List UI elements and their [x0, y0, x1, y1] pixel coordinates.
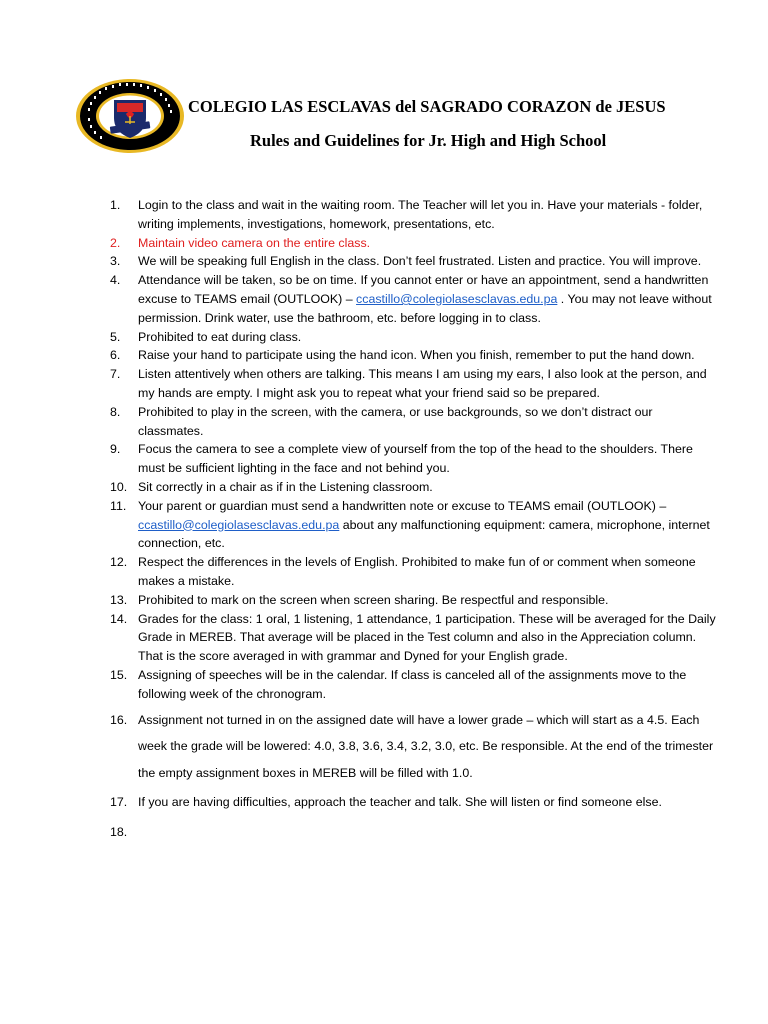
- rule-text: Listen attentively when others are talking. This means I am using my ears, I also look at the person, and my hands are empty. I might ask you to repeat what your friend said so be prepared.: [138, 367, 707, 400]
- rule-text: Your parent or guardian must send a handwritten note or excuse to TEAMS email (OUTLOOK) –: [138, 498, 667, 513]
- rule-item-9: [0, 440, 768, 478]
- rule-number: 1.: [110, 198, 121, 212]
- rule-text: Assigning of speeches will be in the calendar. If class is canceled all of the assignments move to the following week of the chronogram.: [138, 667, 687, 701]
- rule-text: Prohibited to eat during class.: [138, 329, 302, 344]
- rule-item-2: [0, 234, 768, 253]
- rule-number: 9.: [110, 442, 121, 457]
- rule-number: 5.: [110, 329, 121, 344]
- rule-number: 2.: [110, 235, 121, 250]
- rule-number: 18.: [110, 824, 128, 839]
- rule-item-4: [0, 271, 768, 327]
- document-title: COLEGIO LAS ESCLAVAS del SAGRADO CORAZON de JESUS: [188, 97, 666, 116]
- rule-item-7: [0, 365, 768, 403]
- rule-number: 7.: [110, 367, 121, 382]
- school-seal-logo: [74, 78, 186, 154]
- rule-number: 4.: [110, 273, 121, 288]
- rule-item-15: [0, 666, 768, 704]
- rule-item-1: [0, 196, 768, 234]
- rule-item-11: [0, 497, 768, 553]
- rule-number: 11.: [110, 498, 127, 513]
- rule-number: 8.: [110, 404, 121, 419]
- rule-text: Respect the differences in the levels of English. Prohibited to make fun of or comment when someone makes a mistake.: [138, 555, 696, 588]
- rule-item-3: [0, 252, 768, 271]
- rule-item-13: [0, 591, 768, 610]
- rule-item-12: [0, 553, 768, 591]
- rule-item-10: [0, 478, 768, 497]
- email-link[interactable]: ccastillo@colegiolasesclavas.edu.pa: [356, 291, 558, 306]
- rule-number: 13.: [110, 592, 128, 607]
- email-link[interactable]: ccastillo@colegiolasesclavas.edu.pa: [138, 517, 340, 532]
- document-subtitle: Rules and Guidelines for Jr. High and High School: [250, 131, 607, 150]
- rule-text: Raise your hand to participate using the hand icon. When you finish, remember to put the hand down.: [138, 348, 695, 363]
- rule-number: 14.: [110, 611, 128, 626]
- rule-text: We will be speaking full English in the class. Don’t feel frustrated. Listen and practice. You will improve.: [138, 254, 702, 269]
- rule-text: Assignment not turned in on the assigned date will have a lower grade – which will start as a 4.5. Each week the grade will be lowered: 4.0, 3.8, 3.6, 3.4, 3.2, 3.0, etc. Be responsible. At the end of the trimester the empty assignment boxes in MEREB will be filled with 1.0.: [138, 712, 714, 780]
- rule-item-6: [0, 346, 768, 365]
- rule-number: 17.: [110, 795, 128, 810]
- rule-text: Prohibited to play in the screen, with the camera, or use backgrounds, so we don’t distract our classmates.: [138, 404, 653, 438]
- rule-text: Sit correctly in a chair as if in the Listening classroom.: [138, 479, 433, 494]
- rule-item-5: [0, 328, 768, 347]
- rule-text: . You may not leave without permission. Drink water, use the bathroom, etc. before logging in to class.: [138, 291, 712, 325]
- rule-text: Attendance will be taken, so be on time. If you cannot enter or have an appointment, send a handwritten excuse to TEAMS email (OUTLOOK) –: [138, 273, 709, 306]
- rule-number: 16.: [110, 712, 128, 727]
- rule-text: Maintain video camera on the entire class.: [138, 235, 371, 250]
- rule-text: If you are having difficulties, approach the teacher and talk. She will listen or find someone else.: [138, 795, 662, 810]
- rule-number: 15.: [110, 667, 128, 682]
- rule-text: Focus the camera to see a complete view of yourself from the top of the head to the shoulders. There must be sufficient lighting in the face and not behind you.: [138, 442, 693, 476]
- rule-item-17: [0, 789, 768, 816]
- rules-list: [0, 196, 768, 839]
- rule-text: Prohibited to mark on the screen when screen sharing. Be respectful and responsible.: [138, 592, 609, 607]
- rule-item-8: [0, 403, 768, 441]
- rule-text: Grades for the class: 1 oral, 1 listening, 1 attendance, 1 participation. These will be averaged for the Daily Grade in MEREB. That average will be placed in the Test column and also in the Appreciation column. That is the score averaged in with grammar and Dyned for your English grade.: [138, 611, 716, 664]
- rule-number: 10.: [110, 479, 128, 494]
- rule-number: 6.: [110, 348, 121, 363]
- rule-item-14: [0, 610, 768, 666]
- rule-number: 3.: [110, 254, 121, 269]
- rule-text: Login to the class and wait in the waiting room. The Teacher will let you in. Have your materials - folder, writing implements, investigations, homework, presentations, etc.: [138, 198, 703, 231]
- rule-item-16: [0, 707, 768, 787]
- rule-text: about any malfunctioning equipment: camera, microphone, internet connection, etc.: [138, 517, 710, 551]
- rule-number: 12.: [110, 555, 128, 570]
